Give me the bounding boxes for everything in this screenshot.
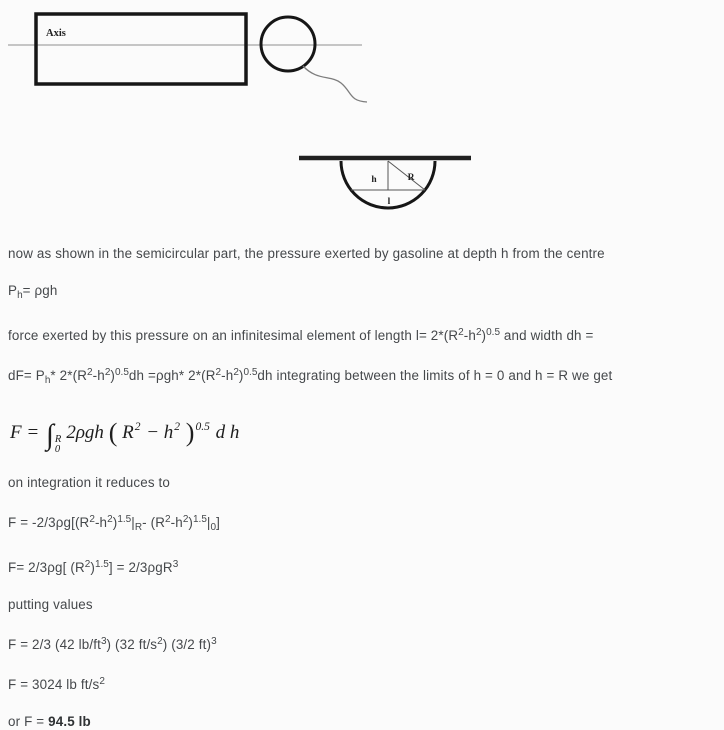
text-line: $P_h= \rho gh$ bbox=[8, 283, 58, 301]
diagrams-canvas bbox=[0, 0, 724, 246]
text-line: force exerted by this pressure on an infinitesimal element of length $l= 2*(R^2-h^2)^{0.5}$ and width dh = bbox=[8, 327, 594, 343]
text-line: F = 3024 lb $ft/s^2$ bbox=[8, 676, 105, 692]
solution-text bbox=[0, 246, 724, 730]
text-line: F= 2/3ρg[ $(R^2)^{1.5}] = 2/3\rho gR^3$ bbox=[8, 559, 179, 575]
depth-label: h bbox=[371, 175, 377, 185]
pointer-squiggle bbox=[303, 66, 367, 102]
integral-limits: R 0 bbox=[54, 434, 62, 455]
text-line: or F = 94.5 lb bbox=[8, 714, 91, 729]
text-line: putting values bbox=[8, 597, 93, 612]
circle-end-face bbox=[261, 17, 315, 71]
chord-length-label: l bbox=[387, 197, 391, 207]
text-line: $dF= P_h*$ $2*(R^2-h^2)^{0.5}dh =\rho gh*$ $2*(R^2-h^2)^{0.5}dh$ integrating between the limits of h = 0 and h = R we get bbox=[8, 367, 613, 386]
text-line: F = 2/3 (42 $lb/ft^3$) (32 $ft/s^2$) (3/2 ft)$^3$ bbox=[8, 636, 217, 652]
axis-label: Axis bbox=[46, 28, 66, 39]
semicircle-diagram bbox=[299, 158, 471, 208]
cylinder-axis-diagram bbox=[8, 14, 367, 102]
integral-formula: F = ∫ R 0 2ρgh ( $R^2 - h^2$ )$^{0.5}$ d h bbox=[10, 418, 240, 455]
radius-line bbox=[388, 161, 425, 190]
text-line: on integration it reduces to bbox=[8, 475, 171, 490]
text-line: $F = -2/3\rho g[(R^2-h^2)^{1.5}|_R-$ $(R^2-h^2)^{1.5}|_0$] bbox=[8, 514, 220, 533]
cylinder-rect bbox=[36, 14, 246, 84]
text-line: now as shown in the semicircular part, the pressure exerted by gasoline at depth h from the centre bbox=[8, 246, 605, 261]
radius-label: R bbox=[407, 173, 415, 183]
